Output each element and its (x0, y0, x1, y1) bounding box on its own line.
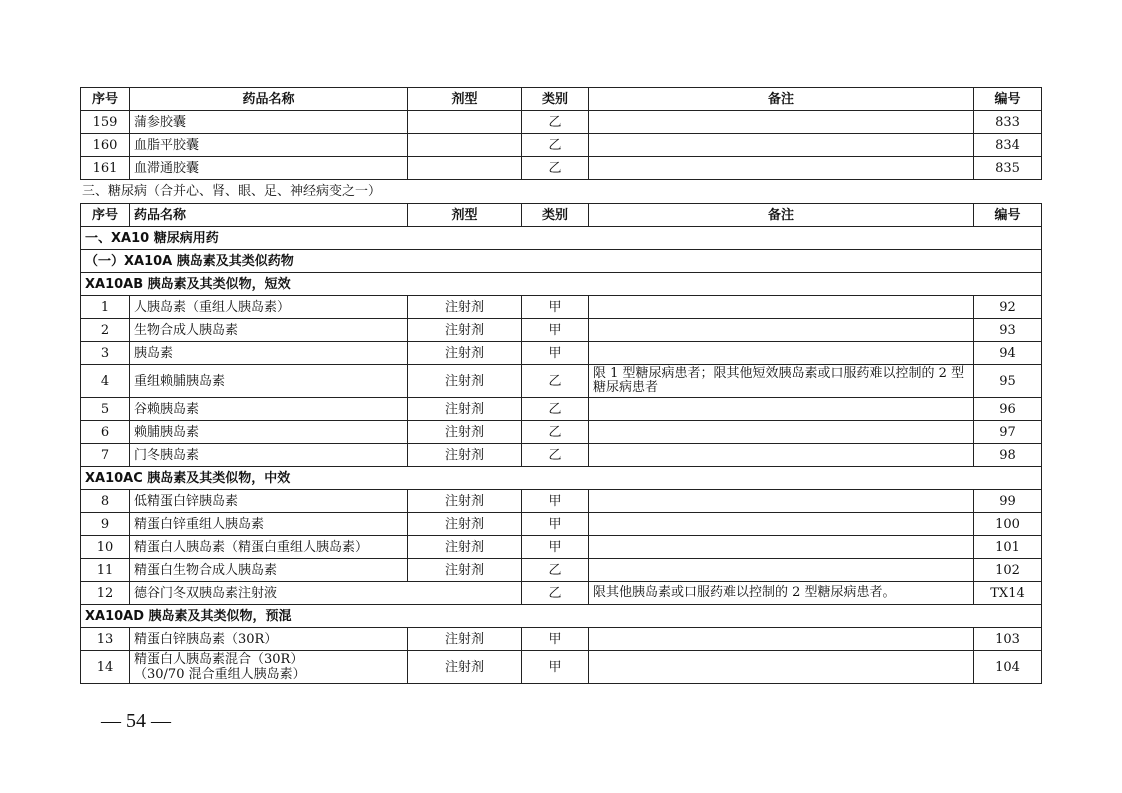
cell-category: 乙 (522, 398, 589, 421)
section-row (81, 250, 1042, 273)
table-row (81, 628, 1042, 651)
cell-no: 9 (81, 513, 130, 536)
section-row (81, 605, 1042, 628)
diabetes-drug-table (80, 203, 1042, 684)
header-note: 备注 (589, 88, 974, 111)
cell-code: 100 (974, 513, 1042, 536)
cell-note (589, 421, 974, 444)
section-row (81, 467, 1042, 490)
cell-name-line: （30/70 混合重组人胰岛素） (134, 667, 306, 682)
page-number: — 54 — (101, 710, 171, 732)
section-label-xa10a: （一）XA10A 胰岛素及其类似药物 (81, 250, 1042, 273)
cell-name: 低精蛋白锌胰岛素 (130, 490, 408, 513)
cell-note (589, 319, 974, 342)
cell-form: 注射剂 (408, 513, 522, 536)
cell-note: 限其他胰岛素或口服药难以控制的 2 型糖尿病患者。 (589, 582, 974, 605)
cell-category: 甲 (522, 628, 589, 651)
table-row (81, 421, 1042, 444)
cell-name (130, 651, 408, 684)
header-form: 剂型 (408, 204, 522, 227)
cell-name: 人胰岛素（重组人胰岛素） (130, 296, 408, 319)
cell-form: 注射剂 (408, 365, 522, 398)
cell-category: 乙 (522, 559, 589, 582)
table-row (81, 559, 1042, 582)
cell-name: 精蛋白生物合成人胰岛素 (130, 559, 408, 582)
cell-name: 重组赖脯胰岛素 (130, 365, 408, 398)
cell-category: 甲 (522, 296, 589, 319)
cell-no: 161 (81, 157, 130, 180)
table-row (81, 319, 1042, 342)
table-row (81, 651, 1042, 684)
table-row (81, 582, 1042, 605)
header-no: 序号 (81, 204, 130, 227)
cell-category: 乙 (522, 157, 589, 180)
cell-note (589, 628, 974, 651)
table-row (81, 490, 1042, 513)
cell-name: 赖脯胰岛素 (130, 421, 408, 444)
cell-no: 5 (81, 398, 130, 421)
section-label-xa10ab: XA10AB 胰岛素及其类似物，短效 (81, 273, 1042, 296)
cell-note (589, 444, 974, 467)
section-row (81, 273, 1042, 296)
cell-no: 13 (81, 628, 130, 651)
cell-no: 160 (81, 134, 130, 157)
header-category: 类别 (522, 88, 589, 111)
cell-form: 注射剂 (408, 398, 522, 421)
cell-name: 精蛋白锌重组人胰岛素 (130, 513, 408, 536)
cell-code: 103 (974, 628, 1042, 651)
cell-note (589, 536, 974, 559)
cell-code: TX14 (974, 582, 1042, 605)
header-no: 序号 (81, 88, 130, 111)
cell-note (589, 157, 974, 180)
table-row (81, 296, 1042, 319)
cell-no: 11 (81, 559, 130, 582)
cell-no: 7 (81, 444, 130, 467)
cell-no: 14 (81, 651, 130, 684)
header-category: 类别 (522, 204, 589, 227)
cell-form: 注射剂 (408, 559, 522, 582)
cell-category: 乙 (522, 582, 589, 605)
cell-category: 甲 (522, 536, 589, 559)
cell-code: 104 (974, 651, 1042, 684)
cell-form: 注射剂 (408, 651, 522, 684)
cell-form: 注射剂 (408, 421, 522, 444)
cell-form: 注射剂 (408, 628, 522, 651)
section-row (81, 227, 1042, 250)
cell-code: 101 (974, 536, 1042, 559)
cell-category: 乙 (522, 111, 589, 134)
cell-note (589, 111, 974, 134)
section-label-xa10: 一、XA10 糖尿病用药 (81, 227, 1042, 250)
cell-code: 833 (974, 111, 1042, 134)
cell-category: 乙 (522, 444, 589, 467)
table-row (81, 111, 1042, 134)
cell-code: 94 (974, 342, 1042, 365)
cell-code: 97 (974, 421, 1042, 444)
header-name: 药品名称 (130, 204, 408, 227)
cell-form: 注射剂 (408, 319, 522, 342)
cell-form (408, 157, 522, 180)
header-code: 编号 (974, 204, 1042, 227)
cell-no: 3 (81, 342, 130, 365)
cell-no: 12 (81, 582, 130, 605)
cell-category: 甲 (522, 651, 589, 684)
cell-category: 乙 (522, 365, 589, 398)
cell-name-line: 精蛋白人胰岛素混合（30R） (134, 652, 304, 667)
cell-name: 精蛋白人胰岛素（精蛋白重组人胰岛素） (130, 536, 408, 559)
table-row (81, 536, 1042, 559)
cell-name: 谷赖胰岛素 (130, 398, 408, 421)
cell-no: 4 (81, 365, 130, 398)
table-header-row (81, 204, 1042, 227)
cell-code: 93 (974, 319, 1042, 342)
cell-form: 注射剂 (408, 296, 522, 319)
table-row (81, 444, 1042, 467)
cell-code: 102 (974, 559, 1042, 582)
cell-name: 门冬胰岛素 (130, 444, 408, 467)
cell-category: 甲 (522, 342, 589, 365)
table-header-row (81, 88, 1042, 111)
cell-category: 甲 (522, 513, 589, 536)
cell-code: 96 (974, 398, 1042, 421)
cell-name: 精蛋白锌胰岛素（30R） (130, 628, 408, 651)
cell-code: 95 (974, 365, 1042, 398)
cell-code: 835 (974, 157, 1042, 180)
cell-note (589, 559, 974, 582)
header-code: 编号 (974, 88, 1042, 111)
cell-no: 10 (81, 536, 130, 559)
table-row (81, 398, 1042, 421)
cell-no: 6 (81, 421, 130, 444)
cell-code: 92 (974, 296, 1042, 319)
cell-name: 血脂平胶囊 (130, 134, 408, 157)
table-row (81, 134, 1042, 157)
table-row (81, 157, 1042, 180)
cell-form (408, 111, 522, 134)
cell-form: 注射剂 (408, 490, 522, 513)
header-form: 剂型 (408, 88, 522, 111)
cell-no: 8 (81, 490, 130, 513)
cell-form: 注射剂 (408, 444, 522, 467)
cell-name: 胰岛素 (130, 342, 408, 365)
cell-code: 99 (974, 490, 1042, 513)
cell-form: 注射剂 (408, 536, 522, 559)
cell-category: 甲 (522, 319, 589, 342)
table-row (81, 342, 1042, 365)
cell-note (589, 490, 974, 513)
table-row (81, 513, 1042, 536)
cell-note (589, 342, 974, 365)
cell-form (408, 134, 522, 157)
cell-note (589, 296, 974, 319)
cell-no: 159 (81, 111, 130, 134)
cell-no: 1 (81, 296, 130, 319)
table-row (81, 365, 1042, 398)
header-name: 药品名称 (130, 88, 408, 111)
cell-no: 2 (81, 319, 130, 342)
cell-name: 德谷门冬双胰岛素注射液 (130, 582, 522, 605)
section-label-xa10ac: XA10AC 胰岛素及其类似物，中效 (81, 467, 1042, 490)
section-title-diabetes: 三、糖尿病（合并心、肾、眼、足、神经病变之一） (82, 184, 382, 199)
cell-note (589, 651, 974, 684)
cell-note (589, 134, 974, 157)
cell-form: 注射剂 (408, 342, 522, 365)
cell-category: 甲 (522, 490, 589, 513)
cell-name: 蒲参胶囊 (130, 111, 408, 134)
cell-category: 乙 (522, 134, 589, 157)
cell-name: 血滞通胶囊 (130, 157, 408, 180)
cell-code: 98 (974, 444, 1042, 467)
header-note: 备注 (589, 204, 974, 227)
section-label-xa10ad: XA10AD 胰岛素及其类似物，预混 (81, 605, 1042, 628)
cell-note (589, 513, 974, 536)
cell-name: 生物合成人胰岛素 (130, 319, 408, 342)
drug-table-continued (80, 87, 1042, 180)
cell-note: 限 1 型糖尿病患者；限其他短效胰岛素或口服药难以控制的 2 型糖尿病患者 (589, 365, 974, 398)
cell-note (589, 398, 974, 421)
cell-code: 834 (974, 134, 1042, 157)
cell-category: 乙 (522, 421, 589, 444)
